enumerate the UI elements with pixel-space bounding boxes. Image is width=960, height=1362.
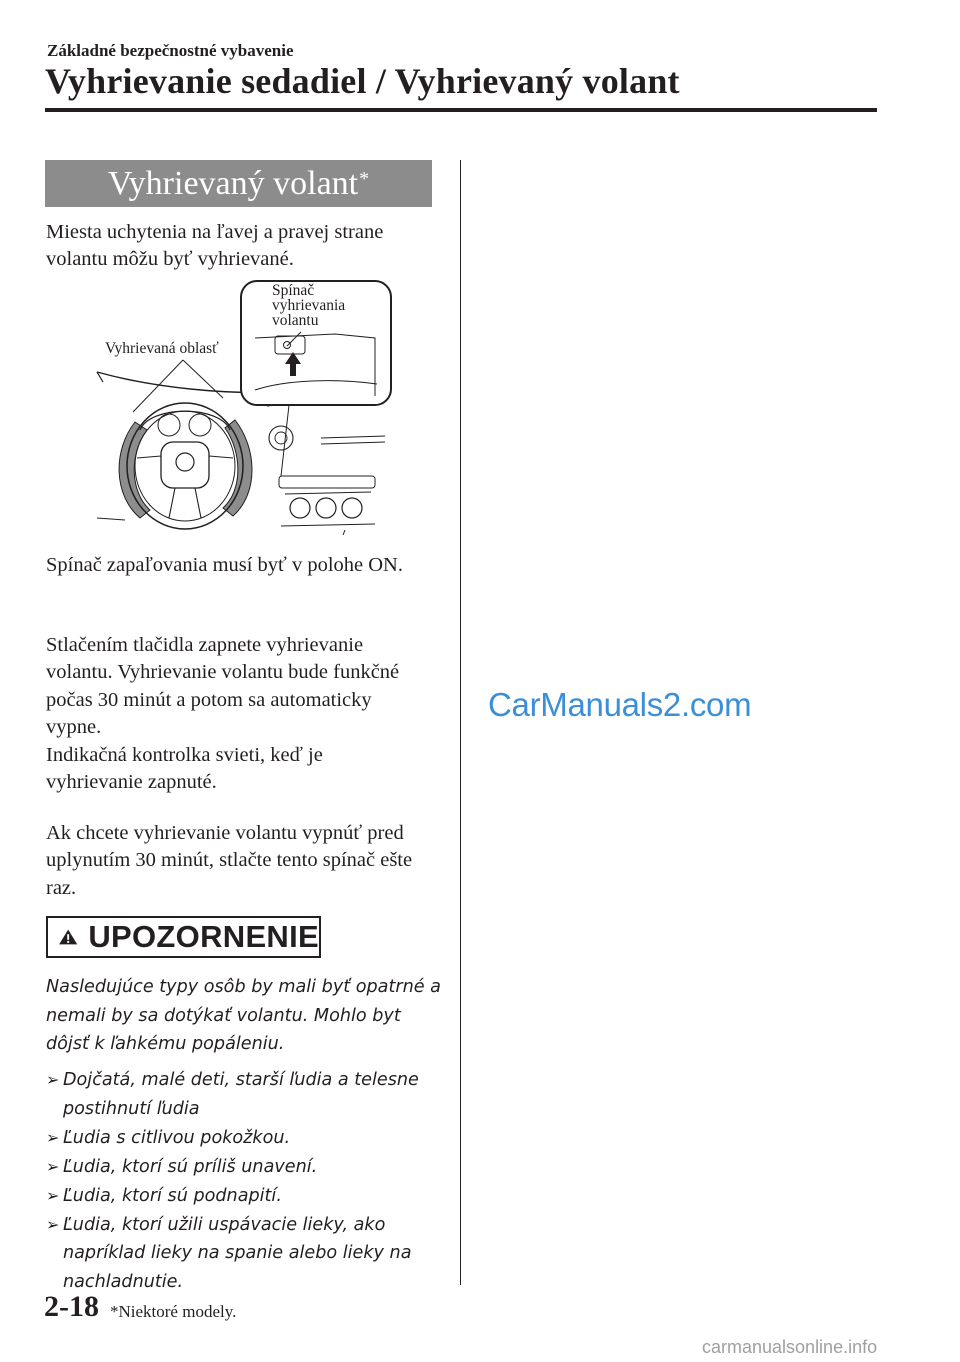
intro-paragraph xyxy=(46,219,446,274)
warning-triangle-icon xyxy=(58,922,78,952)
steering-wheel-illustration xyxy=(95,280,395,535)
turn-off-paragraph xyxy=(46,820,426,902)
arrow-bullet-icon: ➢ xyxy=(46,1070,60,1089)
caution-heading xyxy=(46,916,321,958)
arrow-bullet-icon: ➢ xyxy=(46,1214,60,1234)
list-item: ➢ Ľudia, ktorí sú podnapití. xyxy=(46,1182,441,1211)
switch-label-line-2: vyhrievania xyxy=(272,297,346,314)
ignition-paragraph xyxy=(46,552,426,579)
page-title: Vyhrievanie sedadiel / Vyhrievaný volant xyxy=(45,61,680,101)
arrow-bullet-icon: ➢ xyxy=(46,1127,60,1147)
switch-label xyxy=(272,283,345,328)
switch-label-line-1: Spínač xyxy=(272,282,315,299)
dashboard-drawing xyxy=(95,280,395,535)
turn-off-text: Ak chcete vyhrievanie volantu vypnúť pred uplynutím 30 minút, stlačte tento spínač ešte raz. xyxy=(46,822,413,899)
operation-text-1: Stlačením tlačidla zapnete vyhrievanie volantu. Vyhrievanie volantu bude funkčné počas 30 minút a potom sa automaticky vypne. xyxy=(46,634,400,739)
switch-label-line-3: volantu xyxy=(272,312,319,329)
operation-text-2: Indikačná kontrolka svieti, keď je vyhrievanie zapnuté. xyxy=(46,743,323,794)
list-item: ➢ Ľudia s citlivou pokožkou. xyxy=(46,1124,441,1153)
footnote: *Niektoré modely. xyxy=(110,1302,237,1321)
list-item: ➢ Ľudia, ktorí sú príliš unavení. xyxy=(46,1153,441,1182)
caution-bullet-list xyxy=(46,1066,441,1297)
section-heading-text: Vyhrievaný volant xyxy=(107,164,359,202)
title-rule xyxy=(45,108,877,112)
footer-site-link[interactable]: carmanualsonline.info xyxy=(702,1337,878,1357)
list-item: ➢ Dojčatá, malé deti, starší ľudia a telesne postihnutí ľudia xyxy=(46,1066,441,1123)
ignition-text: Spínač zapaľovania musí byť v polohe ON. xyxy=(46,554,403,576)
arrow-bullet-icon: ➢ xyxy=(46,1185,60,1205)
operation-paragraph xyxy=(46,632,416,796)
column-divider xyxy=(460,160,461,1285)
heated-area-label: Vyhrievaná oblasť xyxy=(105,340,219,357)
caution-text: Nasledujúce typy osôb by mali byť opatrné a nemali by sa dotýkať volantu. Mohlo byt dôjsť k ľahkému popáleniu. xyxy=(46,977,441,1054)
intro-text: Miesta uchytenia na ľavej a pravej strane volantu môžu byť vyhrievané. xyxy=(46,221,384,271)
section-heading xyxy=(45,160,432,207)
model-marker: * xyxy=(359,168,370,190)
arrow-bullet-icon: ➢ xyxy=(46,1156,60,1176)
chapter-kicker: Základné bezpečnostné vybavenie xyxy=(47,41,294,60)
caution-title: UPOZORNENIE xyxy=(88,919,319,954)
watermark-link[interactable]: CarManuals2.com xyxy=(488,686,752,723)
page-number: 2-18 xyxy=(44,1290,99,1323)
list-item: ➢ Ľudia, ktorí užili uspávacie lieky, ako napríklad lieky na spanie alebo lieky na nachladnutie. xyxy=(46,1211,441,1297)
